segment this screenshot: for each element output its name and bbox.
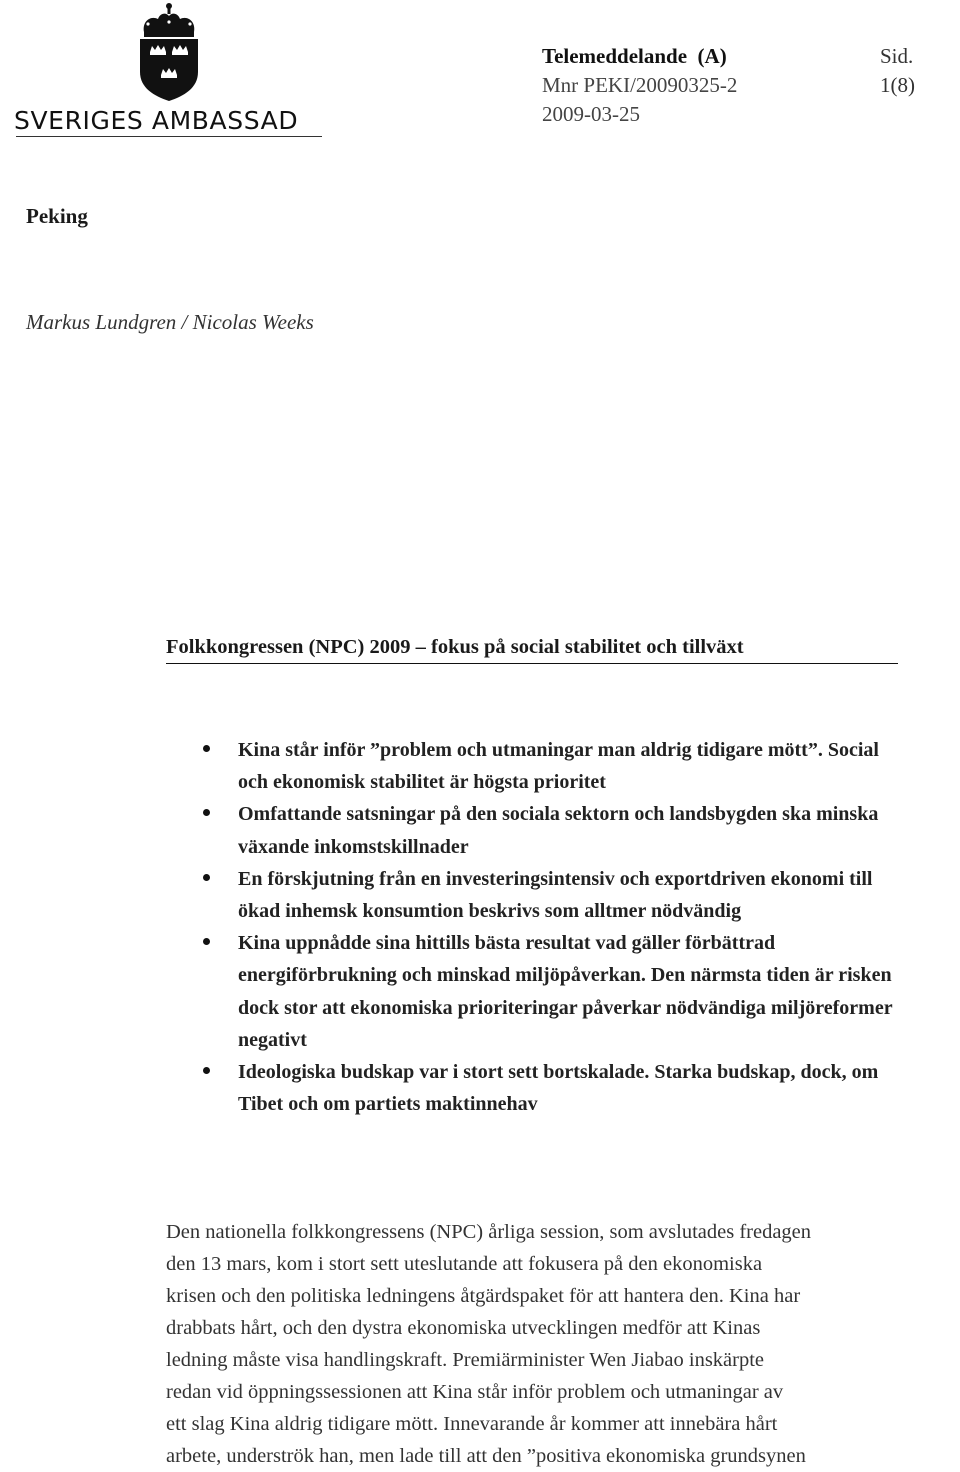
- body-line: Den nationella folkkongressens (NPC) årliga session, som avslutades fredagen: [166, 1221, 812, 1243]
- summary-list: [238, 734, 908, 1120]
- logo-wordmark: SVERIGES AMBASSAD: [14, 106, 299, 135]
- summary-item: En förskjutning från en investeringsintensiv och exportdriven ekonomi till ökad inhemsk konsumtion beskrivs som alltmer nödvändig: [238, 863, 908, 927]
- logo-divider: [16, 136, 322, 137]
- summary-item: Ideologiska budskap var i stort sett bortskalade. Starka budskap, dock, om Tibet och om partiets maktinnehav: [238, 1056, 908, 1120]
- crowned-shield-icon: [126, 2, 212, 102]
- document-title: Folkkongressen (NPC) 2009 – fokus på social stabilitet och tillväxt: [166, 636, 898, 664]
- body-line: ledning måste visa handlingskraft. Premiärminister Wen Jiabao inskärpte: [166, 1349, 765, 1371]
- body-line: den 13 mars, kom i stort sett uteslutande att fokusera på den ekonomiska: [166, 1253, 763, 1275]
- summary-item: Omfattande satsningar på den sociala sektorn och landsbygden ska minska växande inkomstskillnader: [238, 798, 908, 862]
- embassy-logo: [14, 2, 314, 142]
- body-line: drabbats hårt, och den dystra ekonomiska utvecklingen medför att Kinas: [166, 1317, 761, 1339]
- body-line: arbete, underströk han, men lade till att den ”positiva ekonomiska grundsynen: [166, 1445, 806, 1467]
- body-line: ett slag Kina aldrig tidigare mött. Innevarande år kommer att innebära hårt: [166, 1413, 778, 1435]
- summary-item: Kina uppnådde sina hittills bästa resultat vad gäller förbättrad energiförbrukning och minskad miljöpåverkan. Den närmsta tiden är risken dock stor att ekonomiska prioriteringar påverkar nödvändiga miljöreformer negativt: [238, 927, 908, 1056]
- document-date: 2009-03-25: [542, 102, 640, 126]
- location-heading: Peking: [26, 204, 88, 228]
- body-paragraph: [166, 1216, 906, 1472]
- document-type: Telemeddelande (A): [542, 44, 727, 68]
- body-line: krisen och den politiska ledningens åtgärdspaket för att hantera den. Kina har: [166, 1285, 801, 1307]
- reference-number: Mnr PEKI/20090325-2: [542, 73, 738, 97]
- document-header: [542, 42, 952, 129]
- body-line: redan vid öppningssessionen att Kina står inför problem och utmaningar av: [166, 1381, 784, 1403]
- page-number: Sid. 1(8): [880, 44, 915, 97]
- summary-item: Kina står inför ”problem och utmaningar man aldrig tidigare mött”. Social och ekonomisk stabilitet är högsta prioritet: [238, 734, 908, 798]
- authors: Markus Lundgren / Nicolas Weeks: [26, 310, 314, 334]
